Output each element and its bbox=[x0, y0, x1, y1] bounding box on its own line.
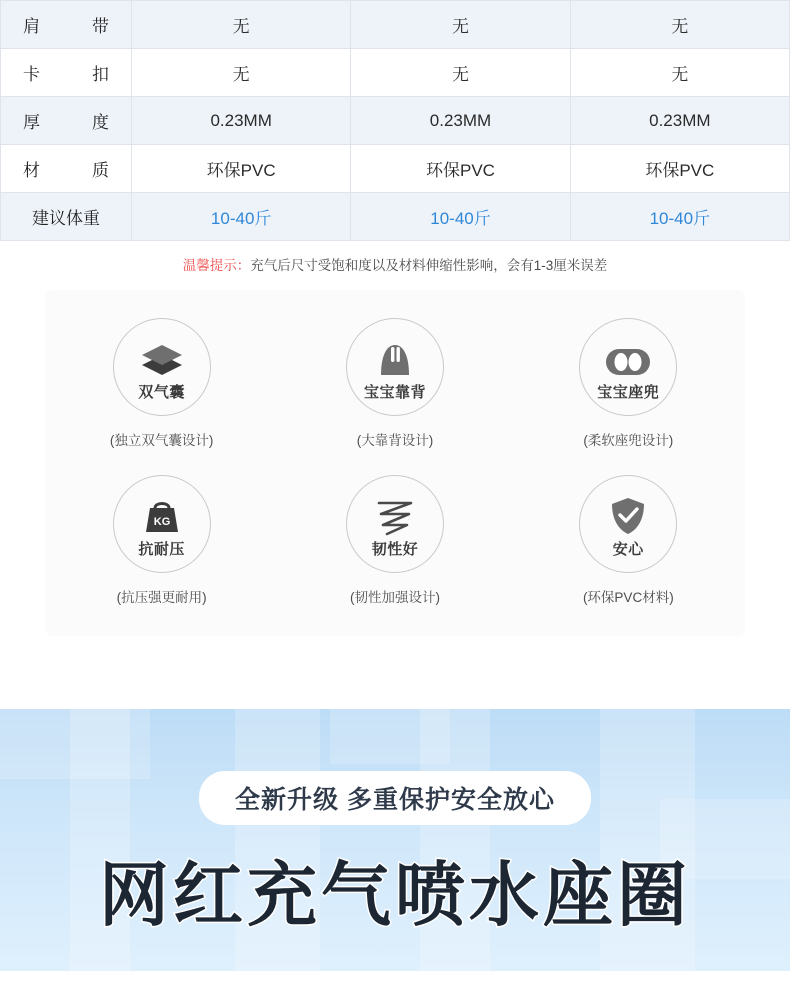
spec-value-cell: 环保PVC bbox=[570, 145, 789, 193]
baby-backrest-icon bbox=[375, 333, 415, 379]
feature-title: 韧性好 bbox=[371, 540, 419, 558]
spec-value-cell: 0.23MM bbox=[570, 97, 789, 145]
feature-card bbox=[45, 290, 745, 636]
feature-circle bbox=[579, 318, 677, 416]
feature-circle bbox=[579, 475, 677, 573]
spec-value-cell: 无 bbox=[570, 49, 789, 97]
feature-circle bbox=[346, 475, 444, 573]
weight-pressure-icon bbox=[142, 490, 182, 536]
feature-title: 宝宝座兜 bbox=[597, 383, 660, 401]
warm-tip-label: 温馨提示： bbox=[182, 258, 251, 273]
spec-value-cell: 10-40斤 bbox=[351, 193, 570, 241]
feature-sub: (柔软座兜设计) bbox=[583, 433, 674, 448]
feature-circle bbox=[113, 318, 211, 416]
spec-label-text: 肩带 bbox=[23, 17, 109, 36]
spec-label-cell bbox=[1, 1, 132, 49]
feature-sub: (独立双气囊设计) bbox=[109, 433, 214, 448]
spec-value-cell: 环保PVC bbox=[351, 145, 570, 193]
feature-sub: (韧性加强设计) bbox=[349, 590, 440, 605]
spec-value-cell: 环保PVC bbox=[132, 145, 351, 193]
feature-section bbox=[0, 290, 790, 654]
shield-check-icon bbox=[609, 490, 647, 536]
spec-label-cell bbox=[1, 193, 132, 241]
feature-title: 宝宝靠背 bbox=[363, 383, 426, 401]
svg-text:KG: KG bbox=[153, 515, 170, 528]
table-row bbox=[1, 193, 790, 241]
baby-seat-pocket-icon bbox=[604, 333, 652, 379]
table-row bbox=[1, 97, 790, 145]
spec-value-cell: 无 bbox=[132, 1, 351, 49]
spec-value-cell: 无 bbox=[132, 49, 351, 97]
spec-table bbox=[0, 0, 790, 241]
spec-label-text: 建议体重 bbox=[32, 209, 100, 228]
feature-sub: (抗压强更耐用) bbox=[116, 590, 207, 605]
feature-grid bbox=[45, 318, 745, 606]
spec-label-text: 材质 bbox=[23, 161, 109, 180]
spec-value-cell: 10-40斤 bbox=[132, 193, 351, 241]
banner-square bbox=[330, 709, 450, 764]
spec-value-cell: 无 bbox=[351, 1, 570, 49]
spec-value-cell: 0.23MM bbox=[132, 97, 351, 145]
section-gap bbox=[0, 654, 790, 709]
table-row bbox=[1, 49, 790, 97]
feature-title: 双气囊 bbox=[138, 383, 185, 401]
table-row bbox=[1, 1, 790, 49]
spec-value-cell: 无 bbox=[570, 1, 789, 49]
spec-value-cell: 无 bbox=[351, 49, 570, 97]
feature-circle bbox=[113, 475, 211, 573]
banner-pill: 全新升级 多重保护安全放心 bbox=[199, 771, 591, 825]
banner-title: 网红充气喷水座圈 bbox=[99, 856, 691, 934]
feature-sub: (大靠背设计) bbox=[356, 433, 434, 448]
feature-item-safe bbox=[512, 475, 745, 606]
feature-item-pressure-resistant bbox=[45, 475, 278, 606]
spec-value-cell: 0.23MM bbox=[351, 97, 570, 145]
feature-sub: (环保PVC材料) bbox=[582, 590, 674, 605]
warm-tip-text: 充气后尺寸受饱和度以及材料伸缩性影响，会有1-3厘米误差 bbox=[250, 258, 608, 273]
feature-item-baby-backrest bbox=[278, 318, 511, 449]
table-row bbox=[1, 145, 790, 193]
spec-label-cell bbox=[1, 97, 132, 145]
feature-item-baby-seat-pocket bbox=[512, 318, 745, 449]
spec-label-cell bbox=[1, 49, 132, 97]
feature-item-double-airbag bbox=[45, 318, 278, 449]
spec-label-text: 卡扣 bbox=[23, 65, 109, 84]
banner-square bbox=[0, 709, 150, 779]
feature-circle bbox=[346, 318, 444, 416]
warm-tip bbox=[0, 241, 790, 290]
spec-label-cell bbox=[1, 145, 132, 193]
toughness-zigzag-icon bbox=[373, 490, 417, 536]
spec-table-body bbox=[1, 1, 790, 241]
feature-title: 抗耐压 bbox=[138, 540, 185, 558]
double-airbag-icon bbox=[139, 333, 185, 379]
feature-title: 安心 bbox=[612, 540, 644, 558]
feature-item-toughness bbox=[278, 475, 511, 606]
promo-banner bbox=[0, 709, 790, 971]
spec-value-cell: 10-40斤 bbox=[570, 193, 789, 241]
spec-label-text: 厚度 bbox=[23, 113, 109, 132]
